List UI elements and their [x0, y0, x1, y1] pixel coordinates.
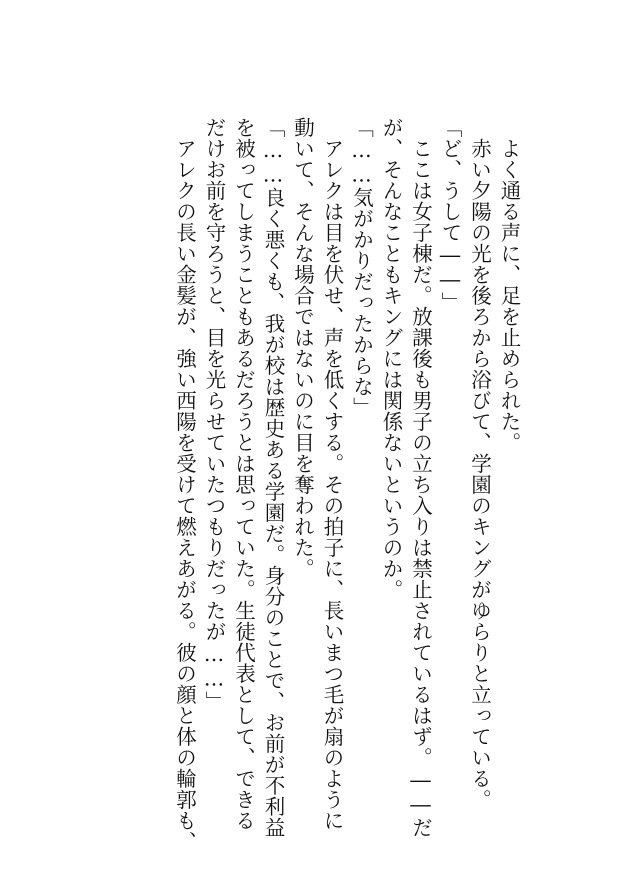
text-line-2: 赤い夕陽の光を後ろから浴びて、学園のキングがゆらりと立っている。 [467, 117, 492, 810]
text-line-11: だけお前を守ろうと、目を光らせていたつもりだったが……」 [202, 117, 226, 712]
text-line-5: が、そんなこともキングには関係ないというのか。 [379, 117, 403, 600]
text-line-10: を被ってしまうこともあるだろうとは思っていた。生徒代表として、できる [231, 117, 256, 831]
text-line-3: 「ど、うして――」 [438, 117, 462, 313]
text-line-8: 動いて、そんな場合ではないのに目を奪われた。 [290, 117, 315, 579]
text-line-9: 「……良く悪くも、我が校は歴史ある学園だ。身分のことで、お前が不利益 [261, 117, 285, 838]
text-line-4: ここは女子棟だ。放課後も男子の立ち入りは禁止されているはず。――だ [408, 117, 433, 838]
vertical-text-body [169, 117, 523, 852]
text-line-12: アレクの長い金髪が、強い西陽を受けて燃えあがる。彼の顔と体の輪郭も、 [172, 117, 197, 852]
text-line-6: 「……気がかりだったからな」 [349, 117, 374, 418]
text-line-1: よく通る声に、足を止められた。 [497, 117, 521, 453]
text-line-7: アレクは目を伏せ、声を低くする。その拍子に、長いまつ毛が扇のように [320, 117, 344, 831]
